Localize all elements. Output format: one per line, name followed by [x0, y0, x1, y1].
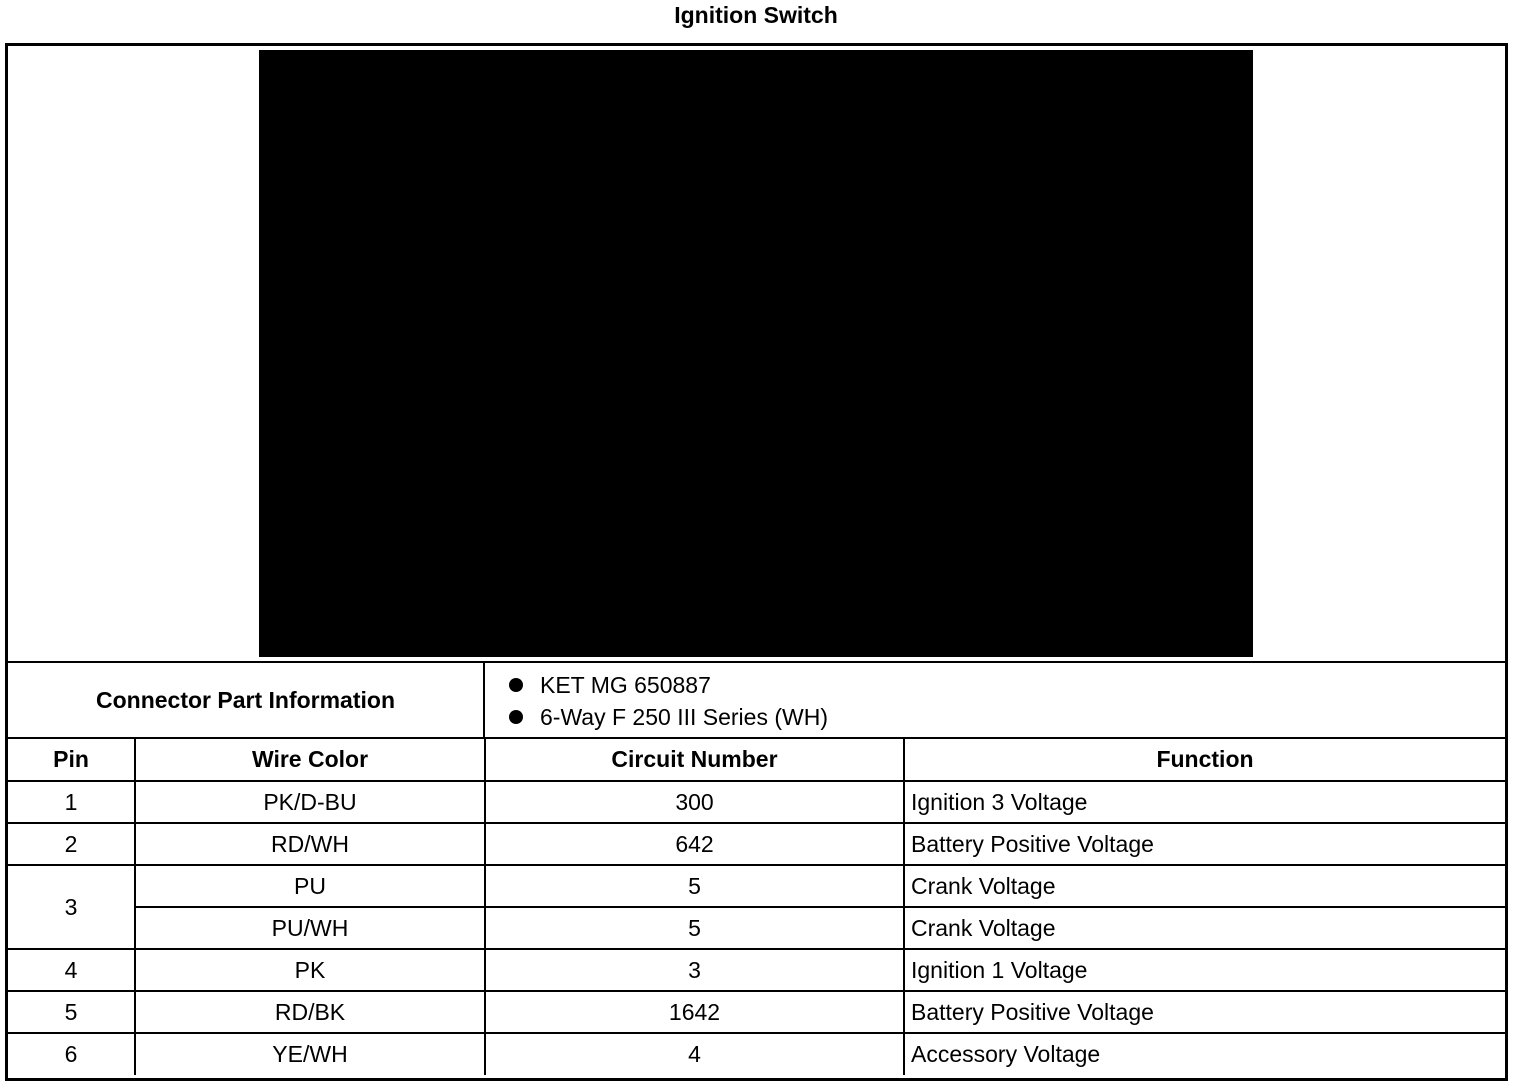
connector-image	[259, 50, 1253, 657]
table-row	[8, 907, 1505, 949]
cell-wire-color: PK	[135, 949, 485, 991]
bullet-icon	[509, 678, 523, 692]
cell-function: Battery Positive Voltage	[904, 991, 1505, 1033]
header-wire-color: Wire Color	[135, 739, 485, 781]
table-row	[8, 991, 1505, 1033]
connector-image-area	[8, 46, 1505, 663]
connector-info-item-text: KET MG 650887	[540, 672, 711, 698]
bullet-icon	[509, 710, 523, 724]
cell-wire-color: PU/WH	[135, 907, 485, 949]
cell-function: Battery Positive Voltage	[904, 823, 1505, 865]
table-row	[8, 781, 1505, 823]
cell-circuit: 300	[485, 781, 904, 823]
cell-function: Accessory Voltage	[904, 1033, 1505, 1075]
connector-info-item	[485, 701, 1505, 733]
table-header-row	[8, 739, 1505, 781]
cell-wire-color: RD/BK	[135, 991, 485, 1033]
connector-info-item	[485, 669, 1505, 701]
header-pin: Pin	[8, 739, 135, 781]
cell-pin: 4	[8, 949, 135, 991]
cell-function: Crank Voltage	[904, 907, 1505, 949]
cell-pin: 2	[8, 823, 135, 865]
cell-wire-color: PK/D-BU	[135, 781, 485, 823]
connector-document	[5, 43, 1508, 1081]
cell-pin: 6	[8, 1033, 135, 1075]
cell-circuit: 5	[485, 865, 904, 907]
table-row	[8, 1033, 1505, 1075]
cell-pin: 1	[8, 781, 135, 823]
connector-info-item-text: 6-Way F 250 III Series (WH)	[540, 704, 828, 730]
cell-function: Ignition 1 Voltage	[904, 949, 1505, 991]
connector-info-label: Connector Part Information	[8, 663, 485, 737]
cell-circuit: 5	[485, 907, 904, 949]
connector-info-list	[485, 663, 1505, 737]
cell-wire-color: RD/WH	[135, 823, 485, 865]
cell-circuit: 3	[485, 949, 904, 991]
cell-function: Crank Voltage	[904, 865, 1505, 907]
page-title: Ignition Switch	[674, 2, 838, 28]
cell-pin: 3	[8, 865, 135, 949]
cell-function: Ignition 3 Voltage	[904, 781, 1505, 823]
cell-wire-color: PU	[135, 865, 485, 907]
header-function: Function	[904, 739, 1505, 781]
cell-wire-color: YE/WH	[135, 1033, 485, 1075]
header-circuit-number: Circuit Number	[485, 739, 904, 781]
connector-info-row	[8, 663, 1505, 739]
pin-table	[8, 739, 1505, 1075]
cell-pin: 5	[8, 991, 135, 1033]
table-row	[8, 823, 1505, 865]
cell-circuit: 1642	[485, 991, 904, 1033]
cell-circuit: 642	[485, 823, 904, 865]
table-row	[8, 865, 1505, 907]
cell-circuit: 4	[485, 1033, 904, 1075]
table-row	[8, 949, 1505, 991]
